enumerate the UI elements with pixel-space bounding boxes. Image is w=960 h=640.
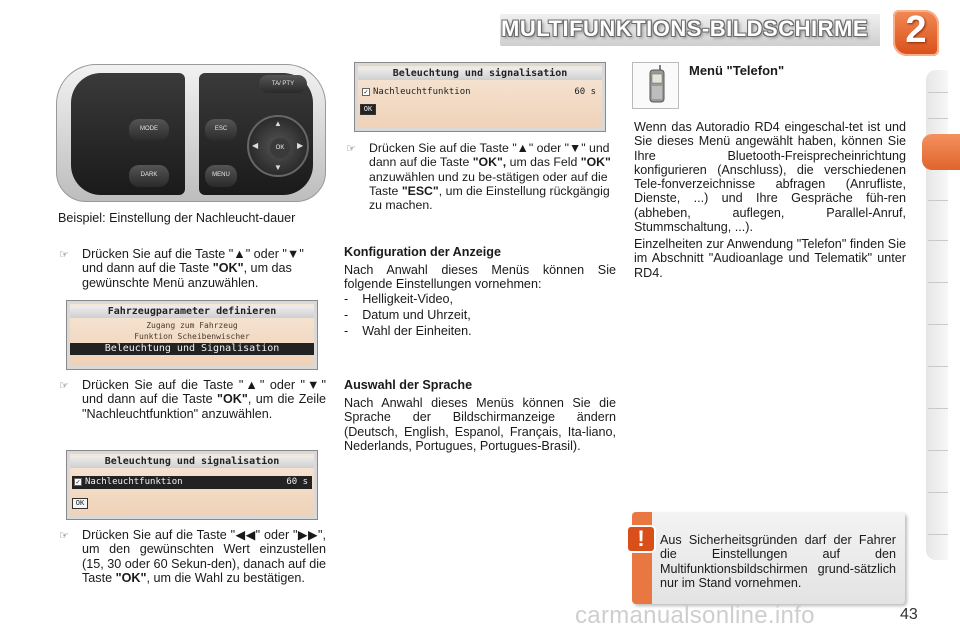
arrow-down-icon: ▼ bbox=[274, 163, 282, 172]
side-tab-active[interactable] bbox=[922, 134, 960, 170]
side-tab[interactable] bbox=[928, 534, 948, 535]
control-panel-right bbox=[199, 73, 313, 195]
section-heading-display-config: Konfiguration der Anzeige bbox=[344, 245, 501, 259]
language-body: Nach Anwahl dieses Menüs können Sie die Sprache der Bildschirmanzeige ändern (Deutsch, English, Espanol, Français, Ita-liano, Nederlands, Portugues, Portugues-Brasil). bbox=[344, 396, 616, 453]
config-list-item: - Wahl der Einheiten. bbox=[344, 324, 472, 338]
side-tab[interactable] bbox=[928, 492, 948, 493]
ta-pty-button: TA/ PTY bbox=[259, 75, 307, 93]
section-heading-telephone: Menü "Telefon" bbox=[689, 63, 785, 78]
warning-icon: ! bbox=[628, 527, 654, 551]
screen-title: Beleuchtung und signalisation bbox=[358, 68, 602, 80]
instruction-step-1 bbox=[82, 247, 326, 290]
display-screen-confirm bbox=[354, 62, 606, 132]
key-label: "OK" bbox=[217, 392, 248, 407]
mobile-phone-icon bbox=[633, 63, 680, 110]
screen-ok-button-selected: OK bbox=[360, 104, 376, 115]
screen-menu-item-selected: Beleuchtung und Signalisation bbox=[70, 343, 314, 355]
screen-background bbox=[70, 304, 314, 366]
screen-setting-row bbox=[72, 476, 312, 489]
pointer-icon: ☞ bbox=[59, 529, 69, 542]
screen-setting-row bbox=[360, 86, 600, 99]
checkbox-icon: ✓ bbox=[75, 477, 81, 486]
side-tab[interactable] bbox=[928, 240, 948, 241]
control-panel-image bbox=[56, 64, 326, 202]
side-tab[interactable] bbox=[928, 282, 948, 283]
key-label: "OK" bbox=[212, 261, 244, 276]
config-list-item: - Helligkeit-Video, bbox=[344, 292, 453, 306]
display-screen-menu bbox=[66, 300, 318, 370]
config-list-item: - Datum und Uhrzeit, bbox=[344, 308, 471, 322]
arrow-left-icon: ◀ bbox=[252, 141, 259, 150]
display-screen-setting bbox=[66, 450, 318, 520]
screen-menu-item: Zugang zum Fahrzeug bbox=[146, 321, 238, 330]
step-text: , um die Einstellung rückgängig zu machen. bbox=[369, 183, 610, 213]
ok-button: OK bbox=[270, 138, 290, 158]
setting-label: Nachleuchtfunktion bbox=[373, 87, 471, 97]
side-tab[interactable] bbox=[928, 366, 948, 367]
page-title: MULTIFUNKTIONS-BILDSCHIRME bbox=[501, 16, 868, 41]
side-tab[interactable] bbox=[928, 200, 948, 201]
screen-title: Fahrzeugparameter definieren bbox=[70, 306, 314, 318]
phone-image bbox=[632, 62, 679, 109]
value-unit: s bbox=[590, 87, 596, 97]
pointer-icon: ☞ bbox=[346, 142, 356, 155]
step-text: Drücken Sie auf die Taste "▲" oder "▼" und dann auf die Taste bbox=[82, 378, 326, 407]
list-item-text: Helligkeit-Video, bbox=[362, 292, 453, 306]
side-tab[interactable] bbox=[928, 408, 948, 409]
value-number: 60 bbox=[574, 87, 586, 97]
list-item-text: Datum und Uhrzeit, bbox=[362, 308, 471, 322]
telephone-paragraph-2: Einzelheiten zur Anwendung "Telefon" finden Sie im Abschnitt "Audioanlage und Telematik" unter RD4. bbox=[634, 237, 906, 280]
key-label: "OK" bbox=[115, 570, 147, 585]
key-label: "OK", bbox=[472, 155, 507, 170]
list-item-text: Wahl der Einheiten. bbox=[362, 324, 472, 338]
step-text: , um die Zeile "Nachleuchtfunktion" anzuwählen. bbox=[82, 392, 327, 421]
setting-value bbox=[286, 476, 308, 489]
step-text: anzuwählen und zu be-stätigen oder auf die Taste bbox=[369, 169, 608, 198]
pointer-icon: ☞ bbox=[59, 248, 69, 261]
arrow-right-icon: ▶ bbox=[297, 141, 304, 150]
checkbox-icon: ✓ bbox=[363, 87, 369, 96]
screen-background bbox=[358, 66, 602, 128]
config-intro: Nach Anwahl dieses Menüs können Sie folgende Einstellungen vornehmen: bbox=[344, 263, 616, 292]
pointer-icon: ☞ bbox=[59, 379, 69, 392]
screen-ok-button: OK bbox=[72, 498, 88, 509]
instruction-step-2 bbox=[82, 378, 326, 421]
watermark: carmanualsonline.info bbox=[575, 602, 815, 629]
page-number: 43 bbox=[900, 606, 918, 623]
step-text: Drücken Sie auf die Taste "▲" oder "▼" und dann auf die Taste bbox=[369, 141, 610, 170]
warning-text: Aus Sicherheitsgründen darf der Fahrer die Einstellungen auf den Multifunktionsbildschirmen grund-sätzlich nur im Stand vornehmen. bbox=[660, 533, 896, 590]
mode-button: MODE bbox=[129, 119, 169, 141]
side-tab[interactable] bbox=[928, 324, 948, 325]
screen-background bbox=[70, 454, 314, 516]
value-number: 60 bbox=[286, 477, 298, 487]
example-caption: Beispiel: Einstellung der Nachleucht-dauer bbox=[58, 211, 296, 225]
screen-title: Beleuchtung und signalisation bbox=[70, 456, 314, 468]
key-label: "OK" bbox=[580, 155, 611, 170]
arrow-up-icon: ▲ bbox=[274, 119, 282, 128]
step-text: , um das gewünschte Menü anzuwählen. bbox=[82, 261, 292, 290]
step-text: , um die Wahl zu bestätigen. bbox=[146, 570, 305, 585]
instruction-step-3 bbox=[82, 528, 326, 585]
value-unit: s bbox=[302, 477, 308, 487]
side-tab[interactable] bbox=[928, 450, 948, 451]
telephone-paragraph-1: Wenn das Autoradio RD4 eingeschal-tet ist und Sie dieses Menü angewählt haben, können Sie Ihre Bluetooth-Freisprecheinrichtung konfigurieren (Anschluss), die verschiedenen Tele-fonverzeichnisse abfragen (Anrufliste, Dienste, ...) und Ihre Gespräche füh-ren (abheben, auflegen, Parallel-Anruf, Stummschaltung, ...). bbox=[634, 120, 906, 235]
section-heading-language: Auswahl der Sprache bbox=[344, 378, 473, 392]
step-text: Drücken Sie auf die Taste "◀◀" oder "▶▶", um den gewünschten Wert einzustellen (15, 30 oder 60 Sekun-den), danach auf die Taste bbox=[82, 528, 326, 585]
side-tab[interactable] bbox=[928, 118, 948, 119]
navigation-dial bbox=[247, 115, 309, 177]
key-label: "ESC" bbox=[401, 183, 439, 198]
setting-value bbox=[574, 86, 596, 99]
esc-button: ESC bbox=[205, 119, 237, 141]
setting-label: Nachleuchtfunktion bbox=[85, 477, 183, 487]
step-text: um das Feld bbox=[506, 155, 581, 170]
instruction-step-4 bbox=[369, 141, 616, 212]
chapter-number: 2 bbox=[905, 9, 927, 51]
step-text: Drücken Sie auf die Taste "▲" oder "▼" und dann auf die Taste bbox=[82, 247, 304, 276]
control-panel-left bbox=[71, 73, 185, 195]
side-tab[interactable] bbox=[928, 92, 948, 93]
dark-button: DARK bbox=[129, 165, 169, 187]
screen-menu-item: Funktion Scheibenwischer bbox=[134, 332, 250, 341]
menu-button: MENU bbox=[205, 165, 237, 187]
